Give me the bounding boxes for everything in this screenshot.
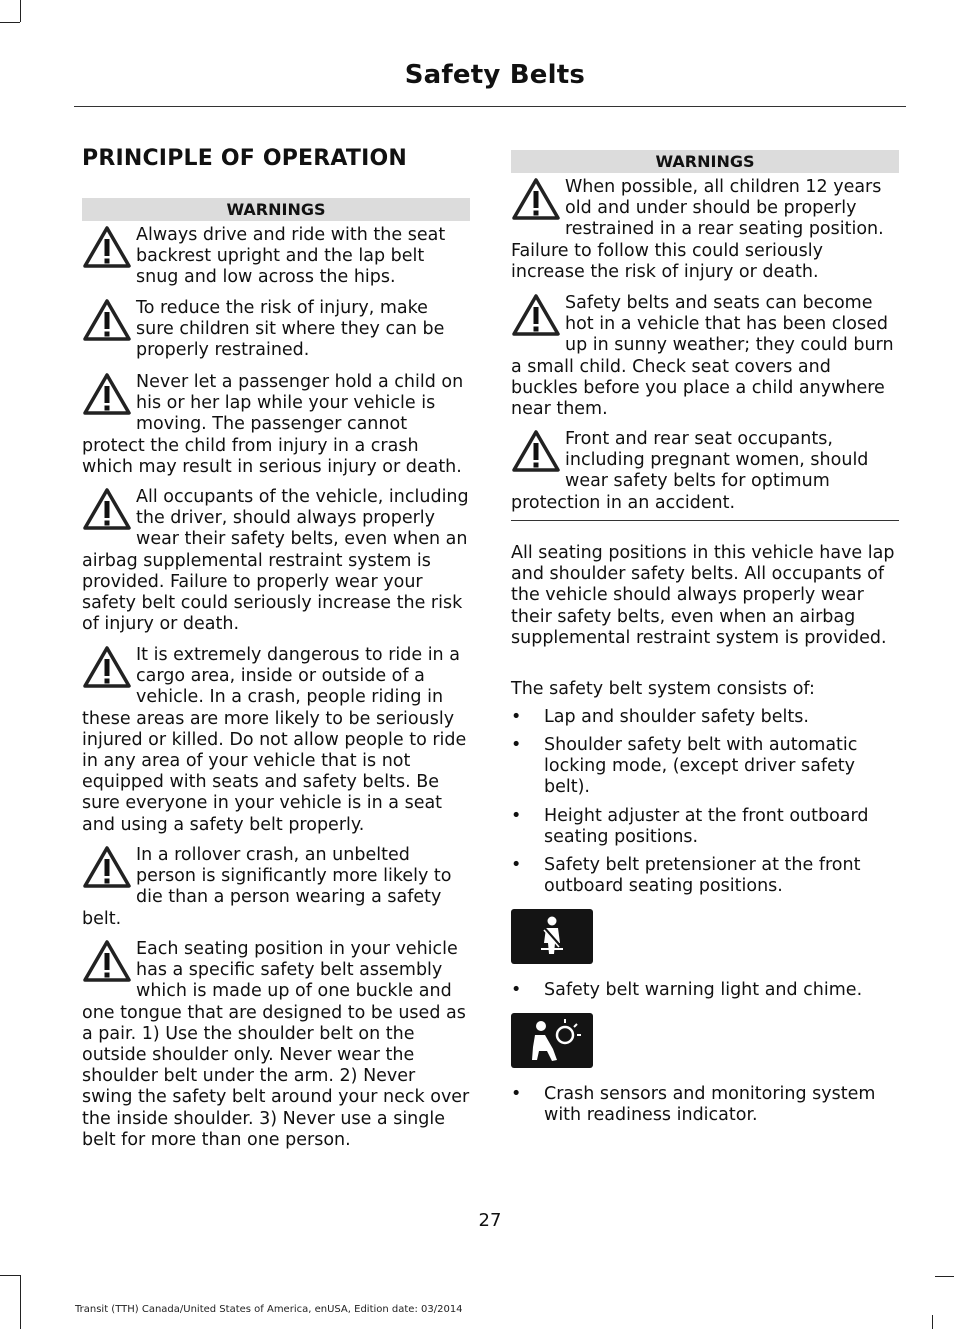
- warning-triangle-icon: [82, 845, 132, 889]
- warning-triangle-icon: [82, 645, 132, 689]
- system-heading: [511, 679, 899, 700]
- warning-item: [82, 487, 470, 635]
- seat-belt-warning-icon: [511, 909, 593, 964]
- warning-text: Front and rear seat occupants, including pregnant women, should wear safety belts for optimum protection in an accident.: [511, 429, 869, 513]
- warning-triangle-icon: [82, 939, 132, 983]
- warning-item: [82, 939, 470, 1151]
- warnings-header: WARNINGS: [511, 150, 899, 173]
- footer: Transit (TTH) Canada/United States of America, enUSA, Edition date: 03/2014: [75, 1304, 463, 1315]
- list-item: [511, 735, 899, 799]
- list-item: [511, 707, 899, 728]
- warning-text: Safety belts and seats can become hot in a vehicle that has been closed up in sunny weather; they could burn a small child. Check seat covers and buckles before you place a child anywhere near them.: [511, 293, 894, 420]
- crop-mark: [20, 0, 21, 22]
- warning-text: All occupants of the vehicle, including the driver, should always properly wear their safety belts, even when an airbag supplemental restraint system is provided. Failure to properly wear your safety belt could seriously increase the risk of injury or death.: [82, 487, 469, 635]
- list-item: [511, 855, 899, 897]
- warning-item: [82, 225, 470, 289]
- warning-text: In a rollover crash, an unbelted person is significantly more likely to die than a person wearing a safety belt.: [82, 845, 452, 929]
- intro-paragraph: [511, 543, 899, 649]
- crop-mark: [935, 1276, 954, 1277]
- airbag-icon: [511, 1013, 593, 1068]
- section-title: PRINCIPLE OF OPERATION: [82, 146, 408, 171]
- list-item-text: Safety belt warning light and chime.: [544, 980, 863, 1000]
- bullet-dot: •: [511, 855, 522, 875]
- list-item-text: Height adjuster at the front outboard seating positions.: [544, 806, 869, 848]
- warning-item: [82, 845, 470, 930]
- warning-triangle-icon: [82, 487, 132, 531]
- warning-text: When possible, all children 12 years old and under should be properly restrained in a rear seating position. Failure to follow this could seriously increase the risk of injury or death.: [511, 177, 884, 282]
- bullet-dot: •: [511, 806, 522, 826]
- list-item-text: Crash sensors and monitoring system with readiness indicator.: [544, 1084, 876, 1126]
- warning-item: [511, 293, 899, 420]
- bullet-dot: •: [511, 707, 522, 727]
- warning-item: [82, 645, 470, 836]
- list-item: [511, 980, 899, 1001]
- crop-mark: [932, 1315, 933, 1329]
- list-item-text: Lap and shoulder safety belts.: [544, 707, 809, 727]
- warning-item: [511, 429, 899, 514]
- page-title: Safety Belts: [404, 60, 585, 90]
- intro-text: All seating positions in this vehicle have lap and shoulder safety belts. All occupants of the vehicle should always properly wear their safety belts, even when an airbag supplemental restraint system is provided.: [511, 543, 895, 648]
- warnings-divider: [511, 520, 899, 521]
- header-divider: [74, 106, 906, 107]
- warning-item: [82, 372, 470, 478]
- warning-text: It is extremely dangerous to ride in a cargo area, inside or outside of a vehicle. In a crash, people riding in these areas are more likely to be seriously injured or killed. Do not allow people to ride in any area of your vehicle that is not equipped with seats and safety belts. Be sure everyone in your vehicle is in a seat and using a safety belt properly.: [82, 645, 467, 835]
- system-heading-text: The safety belt system consists of:: [511, 679, 815, 699]
- warnings-header: WARNINGS: [82, 198, 470, 221]
- warning-text: Each seating position in your vehicle has a specific safety belt assembly which is made up of one buckle and one tongue that are designed to be used as a pair. 1) Use the shoulder belt on the outside shoulder only. Never wear the shoulder belt under the arm. 2) Never swing the safety belt around your neck over the inside shoulder. 3) Never use a single belt for more than one person.: [82, 939, 470, 1150]
- bullet-dot: •: [511, 1084, 522, 1104]
- warning-item: [511, 177, 899, 283]
- list-item-text: Shoulder safety belt with automatic locking mode, (except driver safety belt).: [544, 735, 858, 798]
- warning-triangle-icon: [82, 372, 132, 416]
- list-item-text: Safety belt pretensioner at the front outboard seating positions.: [544, 855, 861, 897]
- bullet-dot: •: [511, 735, 522, 755]
- warning-triangle-icon: [82, 225, 132, 269]
- warning-text: To reduce the risk of injury, make sure children sit where they can be properly restrained.: [136, 298, 445, 361]
- crop-mark: [0, 1275, 20, 1276]
- list-item: [511, 1084, 899, 1126]
- crop-mark: [0, 22, 20, 23]
- warning-triangle-icon: [511, 429, 561, 473]
- warning-item: [82, 298, 470, 362]
- page-number: 27: [478, 1210, 502, 1231]
- bullet-dot: •: [511, 980, 522, 1000]
- crop-mark: [20, 1275, 21, 1329]
- warning-text: Never let a passenger hold a child on his or her lap while your vehicle is moving. The passenger cannot protect the child from injury in a crash which may result in serious injury or death.: [82, 372, 464, 477]
- warning-triangle-icon: [82, 298, 132, 342]
- warning-triangle-icon: [511, 177, 561, 221]
- warning-text: Always drive and ride with the seat backrest upright and the lap belt snug and low across the hips.: [136, 225, 446, 288]
- warning-triangle-icon: [511, 293, 561, 337]
- list-item: [511, 806, 899, 848]
